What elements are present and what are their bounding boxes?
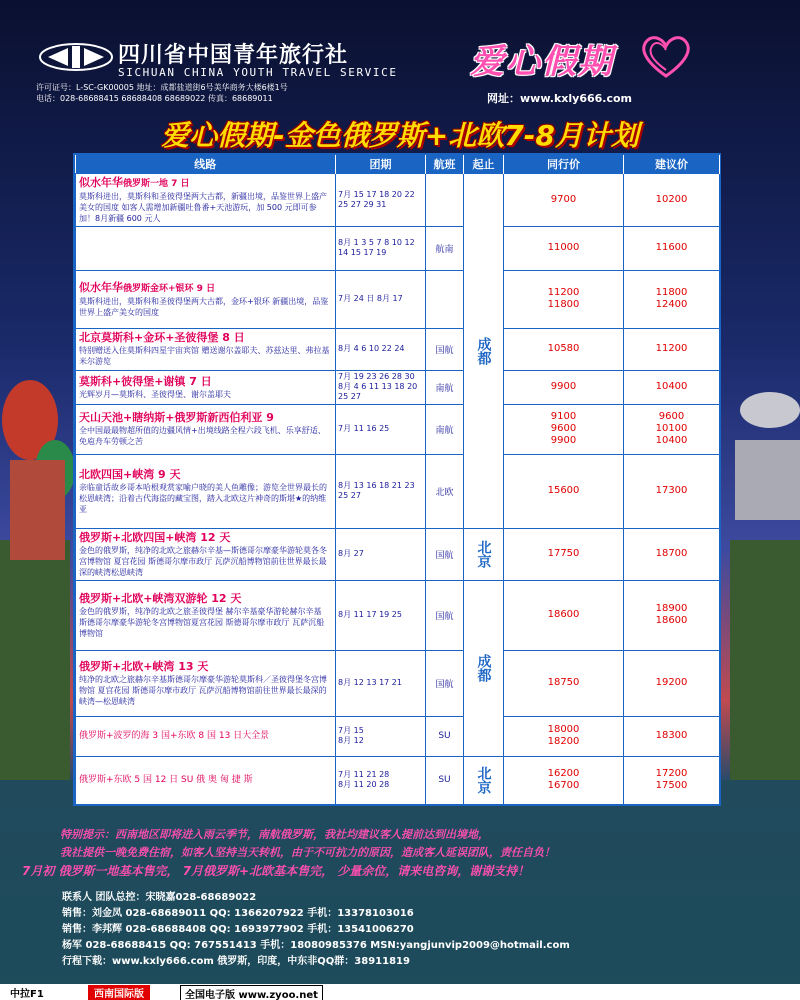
departure-dates: 7月 11 21 28 8月 11 20 28	[336, 756, 426, 804]
suggested-price: 19200	[624, 650, 720, 716]
airline-cell: 北欧	[426, 454, 464, 528]
suggested-price: 18700	[624, 528, 720, 580]
route-description: 全中国最最物超所值的边疆风情+出境线路全程六段飞机、乐享舒适、免庖舟车劳顿之苦	[79, 426, 326, 446]
header-airline: 航班	[426, 155, 464, 173]
route-description: 金色的俄罗斯，纯净的北欧之旅赫尔辛基—斯德哥尔摩豪华游轮莫各冬宫博物馆 夏宫花园 斯德哥尔摩市政厅 瓦萨沉船博物馆前往世界最长最深的峡湾松恩峡湾	[79, 545, 327, 577]
trade-price: 11200 11800	[504, 270, 624, 328]
route-description: 莫斯科进出，莫斯科和圣彼得堡两大古都，新疆出境，品鉴世界上盛产美女的国度 如客人需增加新疆吐鲁番+天池游玩，加 500 元即可参加！8月新疆 600 元人	[79, 191, 327, 223]
route-title	[79, 531, 332, 545]
route-description: 金色的俄罗斯，纯净的北欧之旅圣彼得堡 赫尔辛基豪华游轮赫尔辛基 斯德哥尔摩豪华游轮冬宫博物馆夏宫花园 斯德哥尔摩市政厅 瓦萨沉船博物馆	[79, 606, 325, 638]
suggested-price: 17200 17500	[624, 756, 720, 804]
route-cell	[76, 454, 336, 528]
route-cell	[76, 226, 336, 270]
trade-price: 9100 9600 9900	[504, 404, 624, 454]
route-title-main: 北欧四国+峡湾 9 天	[79, 467, 181, 481]
table-row	[76, 716, 720, 756]
company-logo	[38, 42, 114, 72]
trade-price: 18750	[504, 650, 624, 716]
table-row	[76, 173, 720, 226]
trade-price: 16200 16700	[504, 756, 624, 804]
trade-price: 18600	[504, 580, 624, 650]
route-title-main: 俄罗斯+北欧+峡湾双游轮 12 天	[79, 591, 242, 605]
footer-bar	[0, 984, 800, 1000]
page-title: 爱心假期-金色俄罗斯+北欧7-8月计划	[161, 119, 639, 152]
header-origin: 起止	[464, 155, 504, 173]
route-cell	[76, 756, 336, 804]
departure-dates: 8月 4 6 10 22 24	[336, 328, 426, 370]
contact-line: 销售：李邦辉 028-68688408 QQ: 1693977902 手机：13541006270	[62, 924, 414, 935]
table-row	[76, 226, 720, 270]
suggested-price: 10200	[624, 173, 720, 226]
section-badge: 西南国际版	[88, 985, 150, 1000]
departure-dates: 8月 13 16 18 21 23 25 27	[336, 454, 426, 528]
table-header-row	[76, 155, 720, 173]
route-cell	[76, 650, 336, 716]
route-title-main: 莫斯科+彼得堡+谢镇 7 日	[79, 374, 212, 388]
route-title	[79, 411, 332, 425]
trade-price: 18000 18200	[504, 716, 624, 756]
departure-dates: 8月 11 17 19 25	[336, 580, 426, 650]
route-description: 光辉岁月—莫斯科、圣彼得堡、谢尔盖耶夫	[79, 389, 231, 399]
contacts-block	[62, 890, 570, 970]
airline-cell: 南航	[426, 370, 464, 404]
table-row	[76, 404, 720, 454]
license-address: 许可证号：L-SC-GK00005 地址：成都盐道街6号美华商务大楼6楼1号	[36, 83, 288, 92]
site-link[interactable]: 全国电子版 www.zyoo.net	[180, 985, 323, 1000]
trade-price: 9900	[504, 370, 624, 404]
route-title	[79, 660, 332, 674]
route-title	[79, 592, 332, 606]
heart-icon	[636, 30, 696, 80]
table-row	[76, 580, 720, 650]
route-table	[73, 153, 721, 806]
airline-cell: 南航	[426, 404, 464, 454]
trade-price: 9700	[504, 173, 624, 226]
suggested-price: 11600	[624, 226, 720, 270]
page-label: 中拉F1	[10, 989, 44, 1000]
route-cell	[76, 528, 336, 580]
suggested-price: 10400	[624, 370, 720, 404]
notice-line-1: 特别提示：西南地区即将进入雨云季节，南航俄罗斯，我社均建议客人提前达到出境地，	[60, 828, 489, 841]
departure-dates: 7月 11 16 25	[336, 404, 426, 454]
org-english-name: SICHUAN CHINA YOUTH TRAVEL SERVICE	[118, 66, 398, 79]
airline-cell: 航南	[426, 226, 464, 270]
route-description: 莫斯科进出，莫斯科和圣彼得堡两大古都，金环+银环 新疆出境，品鉴世界上盛产美女的国度	[79, 296, 329, 317]
route-title-main: 俄罗斯+北欧四国+峡湾 12 天	[79, 530, 231, 544]
table-row	[76, 370, 720, 404]
departure-dates: 7月 15 17 18 20 22 25 27 29 31	[336, 173, 426, 226]
departure-dates: 8月 27	[336, 528, 426, 580]
route-cell	[76, 173, 336, 226]
suggested-price: 17300	[624, 454, 720, 528]
suggested-price: 18900 18600	[624, 580, 720, 650]
table-row	[76, 528, 720, 580]
departure-dates: 8月 1 3 5 7 8 10 12 14 15 17 19	[336, 226, 426, 270]
origin-city: 成都	[464, 173, 504, 528]
airline-cell: 国航	[426, 650, 464, 716]
departure-dates: 7月 15 8月 12	[336, 716, 426, 756]
route-title-main: 北京莫斯科+金环+圣彼得堡 8 日	[79, 331, 245, 344]
trade-price: 17750	[504, 528, 624, 580]
table-row	[76, 650, 720, 716]
route-cell	[76, 270, 336, 328]
table-row	[76, 270, 720, 328]
route-description: 特别赠送入住莫斯科四星宇宙宾馆 赠送谢尔盖耶夫、苏兹达里、弗拉基米尔游览	[79, 346, 330, 366]
airline-cell: 国航	[426, 528, 464, 580]
route-subtitle: 俄罗斯一地 7 日	[123, 178, 190, 189]
contact-line: 联系人 团队总控：宋晓嘉028-68689022	[62, 892, 257, 903]
route-cell	[76, 716, 336, 756]
route-title	[79, 468, 332, 482]
phone-fax: 电话：028-68688415 68688408 68689022 传真：68689011	[36, 94, 273, 103]
route-title	[79, 375, 332, 389]
route-title-main: 天山天池+瞎纳斯+俄罗斯新西伯利亚 9	[79, 411, 274, 424]
origin-city: 北京	[464, 528, 504, 580]
table-row	[76, 454, 720, 528]
contact-line: 销售：刘金凤 028-68689011 QQ: 1366207922 手机：13378103016	[62, 908, 414, 919]
contact-line: 杨军 028-68688415 QQ: 767551413 手机：18080985376 MSN:yangjunvip2009@hotmail.com	[62, 940, 570, 951]
trade-price: 15600	[504, 454, 624, 528]
suggested-price: 18300	[624, 716, 720, 756]
airline-cell: SU	[426, 716, 464, 756]
suggested-price: 9600 10100 10400	[624, 404, 720, 454]
header-trade-price: 同行价	[504, 155, 624, 173]
route-cell	[76, 580, 336, 650]
airline-cell: SU	[426, 756, 464, 804]
route-subtitle: 俄罗斯金环+银环 9 日	[123, 283, 216, 294]
route-description: 俄罗斯+波罗的海 3 国+东欧 8 国 13 日大全景	[79, 730, 270, 741]
departure-dates: 7月 24 日 8月 17	[336, 270, 426, 328]
route-title	[79, 281, 332, 296]
airline-cell: 国航	[426, 580, 464, 650]
header-route: 线路	[76, 155, 336, 173]
suggested-price: 11800 12400	[624, 270, 720, 328]
route-title	[79, 331, 332, 345]
table-row	[76, 756, 720, 804]
route-cell	[76, 370, 336, 404]
origin-city: 成都	[464, 580, 504, 756]
trade-price: 11000	[504, 226, 624, 270]
route-cell	[76, 328, 336, 370]
airline-cell: 国航	[426, 328, 464, 370]
brand-logo-text: 爱心假期	[470, 42, 614, 82]
route-cell	[76, 404, 336, 454]
departure-dates: 7月 19 23 26 28 30 8月 4 6 11 13 18 20 25 27	[336, 370, 426, 404]
suggested-price: 11200	[624, 328, 720, 370]
table-row	[76, 328, 720, 370]
route-title-main: 俄罗斯+北欧+峡湾 13 天	[79, 659, 209, 673]
route-title-main: 似水年华	[79, 280, 123, 294]
contact-line: 行程下载：www.kxly666.com 俄罗斯，印度，中东非QQ群：38911819	[62, 956, 410, 967]
departure-dates: 8月 12 13 17 21	[336, 650, 426, 716]
origin-city: 北京	[464, 756, 504, 804]
org-name: 四川省中国青年旅行社	[118, 43, 349, 68]
route-title-main: 似水年华	[79, 175, 123, 189]
route-description: 纯净的北欧之旅赫尔辛基斯德哥尔摩豪华游轮莫斯科／圣彼得堡冬宫博物馆 夏宫花园 斯德哥尔摩市政厅 瓦萨沉船博物馆前往世界最长最深的峡湾—松恩峡湾	[79, 674, 327, 706]
trade-price: 10580	[504, 328, 624, 370]
airline-cell	[426, 173, 464, 226]
notice-line-3: 7月初 俄罗斯一地基本售完， 7月俄罗斯+北欧基本售完， 少量余位，请来电咨询，谢谢支持！	[22, 864, 530, 878]
route-title	[79, 176, 332, 191]
header-suggested-price: 建议价	[624, 155, 720, 173]
header-dates: 团期	[336, 155, 426, 173]
route-description: 亲临童话故乡哥本哈根观赏家喻户晓的美人鱼雕像；游览全世界最长的松恩峡湾；沿着古代海盗的藏宝图，踏入北欧这片神奇的斯堪★的纳维亚	[79, 482, 327, 514]
website-url[interactable]: 网址：www.kxly666.com	[487, 92, 632, 105]
airline-cell	[426, 270, 464, 328]
notice-line-2: 我社提供一晚免费住宿，如客人坚持当天转机，由于不可抗力的原因，造成客人延误团队，责任自负！	[60, 846, 555, 859]
route-description: 俄罗斯+东欧 5 国 12 日 SU 俄 奥 匈 捷 斯	[79, 774, 253, 785]
